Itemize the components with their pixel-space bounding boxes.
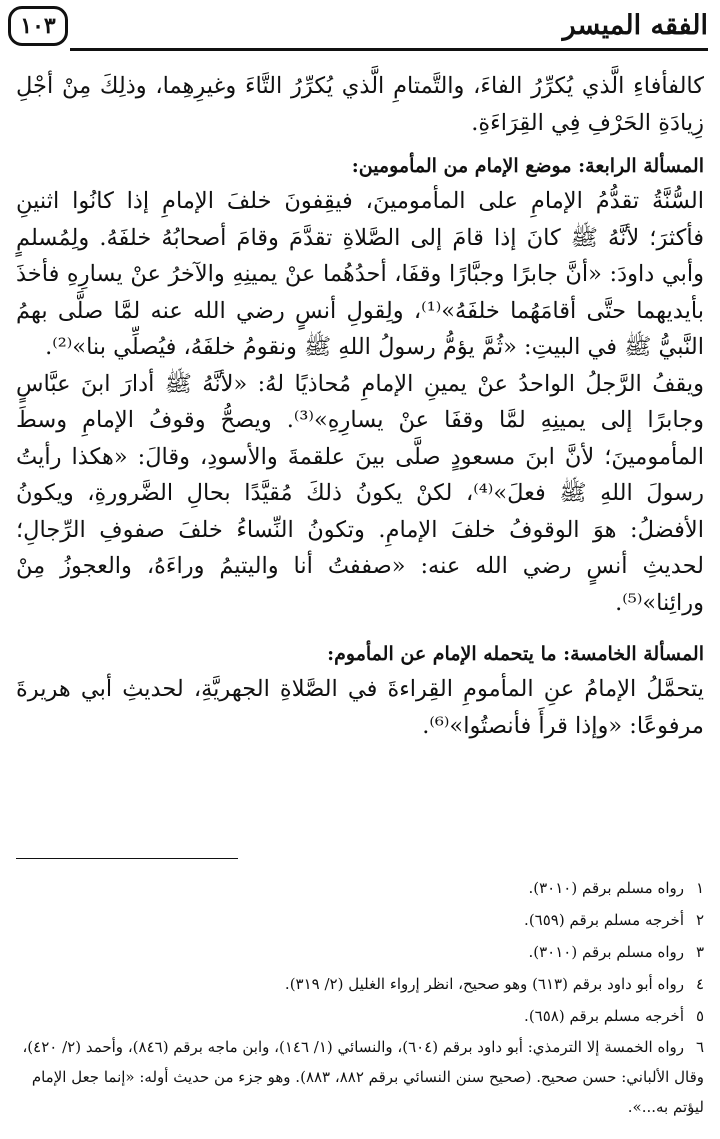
spacer	[16, 621, 704, 629]
book-title: الفقه الميسر	[562, 10, 708, 41]
footnote-text: رواه الخمسة إلا الترمذي: أبو داود برقم (٦٠٤)، والنسائي (١/ ١٤٦)، وابن ماجه برقم (٨٤٦)، وأحمد (٢/ ٤٢٠)، وقال الألباني: حسن صحيح. (صحيح سنن النسائي برقم ٨٨٢، ٨٨٣). وهو جزء من حديث أوله: «إنما جعل الإمام ليؤتم به...».	[22, 1038, 704, 1116]
footnote-text: رواه مسلم برقم (٣٠١٠).	[528, 943, 684, 961]
footnote-number: ١	[695, 879, 704, 897]
footnote-item	[16, 1000, 704, 1032]
header-divider	[70, 48, 708, 51]
footnote-number: ٤	[695, 975, 704, 993]
footnote-item	[16, 872, 704, 904]
footnote-number: ٣	[695, 943, 704, 961]
footnote-text: أخرجه مسلم برقم (٦٥٨).	[524, 1007, 684, 1025]
section-heading-5: المسألة الخامسة: ما يتحمله الإمام عن المأموم:	[327, 643, 704, 665]
footnote-number: ٥	[695, 1007, 704, 1025]
footnote-item	[16, 936, 704, 968]
footnote-text: أخرجه مسلم برقم (٦٥٩).	[524, 911, 684, 929]
footnote-item	[16, 968, 704, 1000]
footnote-text: رواه مسلم برقم (٣٠١٠).	[528, 879, 684, 897]
paragraph-imam-position: السُّنَّةُ تقدُّمُ الإمامِ على المأمومينَ، فيقِفونَ خلفَ الإمامِ إذا كانُوا اثنينِ فأكثرَ؛ لأنَّهُ ﷺ كانَ إذا قامَ إلى الصَّلاةِ تقدَّمَ وقامَ أصحابُهُ خلفَهُ. ولِمُسلمٍ وأبي داودَ: «أنَّ جابرًا وجبَّارًا وقفَا، أحدُهُما عنْ يمينِهِ والآخرُ عنْ يسارِهِ فأخذَ بأيديهما حتَّى أقامَهُما خلفَهُ»⁽¹⁾، ولِقولِ أنسٍ رضي الله عنه لمَّا صلَّى بهمُ النَّبيُّ ﷺ في البيتِ: «ثُمَّ يؤمُّ رسولُ اللهِ ﷺ ونقومُ خلفَهُ، فيُصلِّي بنا»⁽²⁾.	[16, 188, 704, 360]
footnotes	[16, 872, 704, 1122]
section-heading-4: المسألة الرابعة: موضع الإمام من المأمومين:	[351, 155, 704, 177]
page-header	[8, 4, 708, 56]
footnote-number: ٦	[695, 1038, 704, 1056]
footnote-number: ٢	[695, 911, 704, 929]
paragraph-imam-bears: يتحمَّلُ الإمامُ عنِ المأمومِ القِراءةَ في الصَّلاةِ الجهريَّةِ، لحديثِ أبي هريرةَ مرفوعًا: «وإذا قرأَ فأنصتُوا»⁽⁶⁾.	[16, 676, 704, 739]
footnote-text: رواه أبو داود برقم (٦١٣) وهو صحيح، انظر إرواء الغليل (٢/ ٣١٩).	[284, 975, 684, 993]
page-body	[16, 68, 704, 744]
footnote-item	[16, 904, 704, 936]
paragraph-single-follower: ويقفُ الرَّجلُ الواحدُ عنْ يمينِ الإمامِ مُحاذيًا لهُ: «لأنَّهُ ﷺ أدارَ ابنَ عبَّاسٍ وجابرًا إلى يمينِهِ لمَّا وقفَا عنْ يسارِهِ»⁽³⁾. ويصحُّ وقوفُ الإمامِ وسطَ المأمومينَ؛ لأنَّ ابنَ مسعودٍ صلَّى بينَ علقمةَ والأسودِ، وقالَ: «هكذا رأيتُ رسولَ اللهِ ﷺ فعلَ»⁽⁴⁾، لكنْ يكونُ ذلكَ مُقيَّدًا بحالِ الضَّرورةِ، ويكونُ الأفضلُ: هوَ الوقوفُ خلفَ الإمامِ. وتكونُ النِّساءُ خلفَ صفوفِ الرِّجالِ؛ لحديثِ أنسٍ رضي الله عنه: «صففتُ أنا واليتيمُ وراءَهُ، والعجوزُ مِنْ ورائِنا»⁽⁵⁾.	[16, 370, 704, 616]
footnote-item	[16, 1032, 704, 1122]
page-number: ١٠٣	[8, 6, 68, 46]
paragraph-intro: كالفأفاءِ الَّذي يُكرِّرُ الفاءَ، والتَّمتامِ الَّذي يُكرِّرُ التَّاءَ وغيرِهِما، وذلِكَ مِنْ أجْلِ زِيادَةِ الحَرْفِ فِي القِرَاءَةِ.	[16, 73, 704, 136]
footnote-divider	[16, 858, 238, 859]
